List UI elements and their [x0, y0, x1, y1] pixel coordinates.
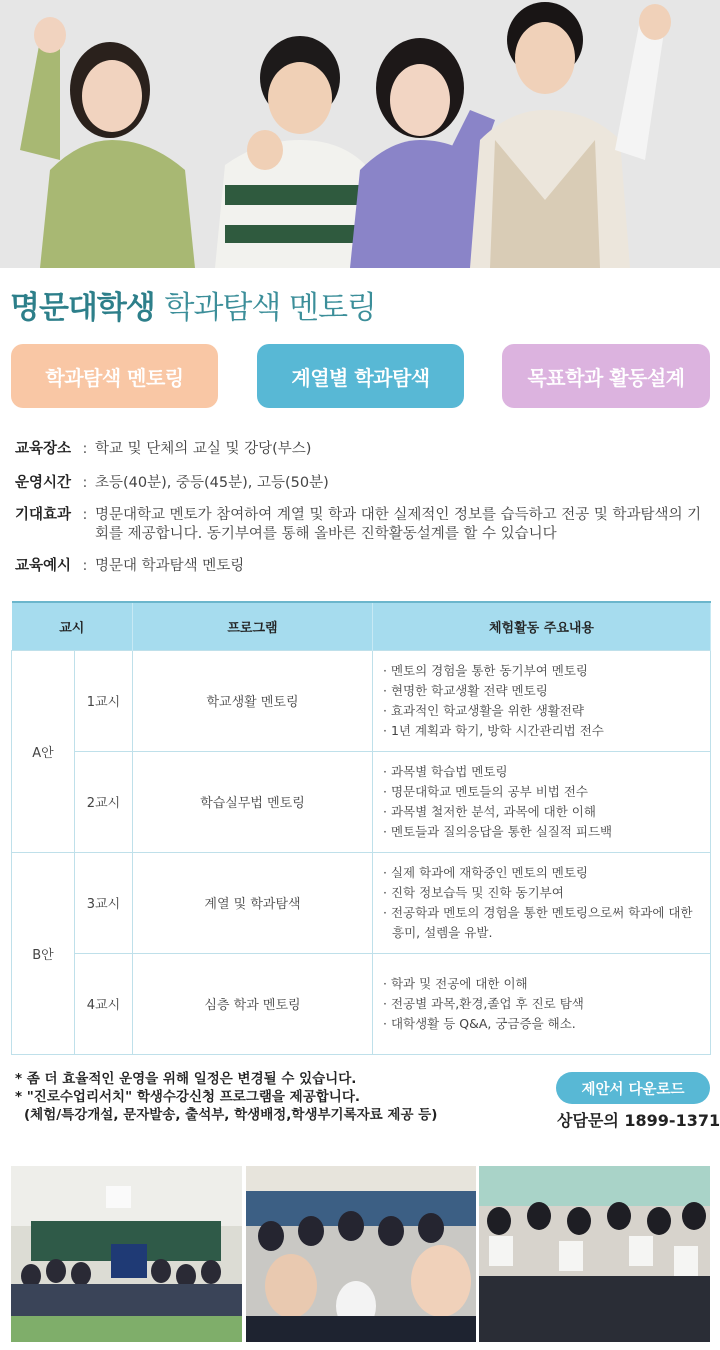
info-key: 교육장소: [15, 441, 72, 457]
period-cell: 2교시: [75, 751, 133, 852]
pill-department-mentoring[interactable]: 학과탐색 멘토링: [11, 344, 218, 408]
group-name: B안: [12, 852, 75, 1054]
program-cell: 학습실무법 멘토링: [133, 751, 373, 852]
content-item: · 과목별 학습법 멘토링: [383, 763, 508, 779]
info-row-time: [15, 474, 705, 493]
students-selfie-photo: [246, 1166, 476, 1342]
proposal-download-button[interactable]: 제안서 다운로드: [556, 1072, 710, 1104]
content-item: · 대학생활 등 Q&A, 궁금증을 해소.: [383, 1015, 576, 1031]
classroom-group-photo: [11, 1166, 242, 1342]
group-name: A안: [12, 650, 75, 852]
period-cell: 4교시: [75, 953, 133, 1054]
header-content: 체험활동 주요내용: [373, 602, 711, 650]
content-item: · 1년 계획과 학기, 방학 시간관리법 전수: [383, 722, 604, 738]
content-item: · 전공별 과목,환경,졸업 후 진로 탐색: [383, 995, 584, 1011]
table-row: [12, 852, 711, 953]
note-line: * "진로수업리서치" 학생수강신청 프로그램을 제공합니다.: [15, 1089, 360, 1105]
info-key: 교육예시: [15, 558, 72, 574]
info-value: 초등(40분), 중등(45분), 고등(50분): [95, 475, 329, 491]
title-bold: 명문대학생: [10, 290, 155, 326]
info-colon: :: [82, 475, 88, 491]
info-colon: :: [82, 441, 88, 457]
program-cell: 계열 및 학과탐색: [133, 852, 373, 953]
info-colon: :: [82, 558, 88, 574]
content-item: · 멘토의 경험을 통한 동기부여 멘토링: [383, 662, 588, 678]
content-item: · 진학 정보습득 및 진학 동기부여: [383, 884, 564, 900]
table-row: [12, 751, 711, 852]
program-cell: 심층 학과 멘토링: [133, 953, 373, 1054]
period-cell: 1교시: [75, 650, 133, 751]
content-cell: [373, 650, 711, 751]
pill-target-activity[interactable]: 목표학과 활동설계: [502, 344, 710, 408]
content-item: · 멘토들과 질의응답을 통한 실질적 피드백: [383, 823, 613, 839]
content-item: · 과목별 철저한 분석, 과목에 대한 이해: [383, 803, 596, 819]
info-row-effect: [15, 506, 705, 544]
content-item: · 실제 학과에 재학중인 멘토의 멘토링: [383, 864, 588, 880]
info-value: 명문대학교 멘토가 참여하여 계열 및 학과 대한 실제적인 정보를 습득하고 전공 및 학과탐색의 기회를 제공합니다. 동기부여를 통해 올바른 진학활동설계를 할 수 있습니다: [95, 507, 702, 542]
content-item: · 학과 및 전공에 대한 이해: [383, 975, 528, 991]
pill-field-exploration[interactable]: 계열별 학과탐색: [257, 344, 464, 408]
table-row: [12, 953, 711, 1054]
table-header-row: [12, 602, 711, 650]
info-key: 운영시간: [15, 475, 72, 491]
info-row-location: [15, 440, 705, 459]
info-colon: :: [82, 507, 88, 523]
content-item: 흥미, 설렘을 유발.: [392, 924, 493, 940]
content-cell: [373, 852, 711, 953]
note-line: (체험/특강개설, 문자발송, 출석부, 학생배정,학생부기록자료 제공 등): [24, 1107, 438, 1123]
notes: [15, 1070, 437, 1124]
contact-phone: 상담문의 1899-1371: [557, 1111, 720, 1130]
content-item: · 전공학과 멘토의 경험을 통한 멘토링으로써 학과에 대한: [383, 904, 693, 920]
content-cell: [373, 953, 711, 1054]
info-value: 명문대 학과탐색 멘토링: [95, 558, 245, 574]
title-light: 학과탐색 멘토링: [164, 290, 377, 326]
info-value: 학교 및 단체의 교실 및 강당(부스): [95, 441, 312, 457]
program-table: [11, 601, 711, 1055]
header-period: 교시: [12, 602, 133, 650]
content-item: · 명문대학교 멘토들의 공부 비법 전수: [383, 783, 588, 799]
header-program: 프로그램: [133, 602, 373, 650]
hero-photo: [0, 0, 720, 268]
period-cell: 3교시: [75, 852, 133, 953]
content-cell: [373, 751, 711, 852]
content-item: · 효과적인 학교생활을 위한 생활전략: [383, 702, 584, 718]
content-item: · 현명한 학교생활 전략 멘토링: [383, 682, 548, 698]
info-row-example: [15, 557, 705, 576]
program-cell: 학교생활 멘토링: [133, 650, 373, 751]
note-line: * 좀 더 효율적인 운영을 위해 일정은 변경될 수 있습니다.: [15, 1071, 357, 1087]
table-row: [12, 650, 711, 751]
page-title: [10, 282, 376, 327]
students-holding-papers-photo: [479, 1166, 710, 1342]
info-key: 기대효과: [15, 507, 72, 523]
